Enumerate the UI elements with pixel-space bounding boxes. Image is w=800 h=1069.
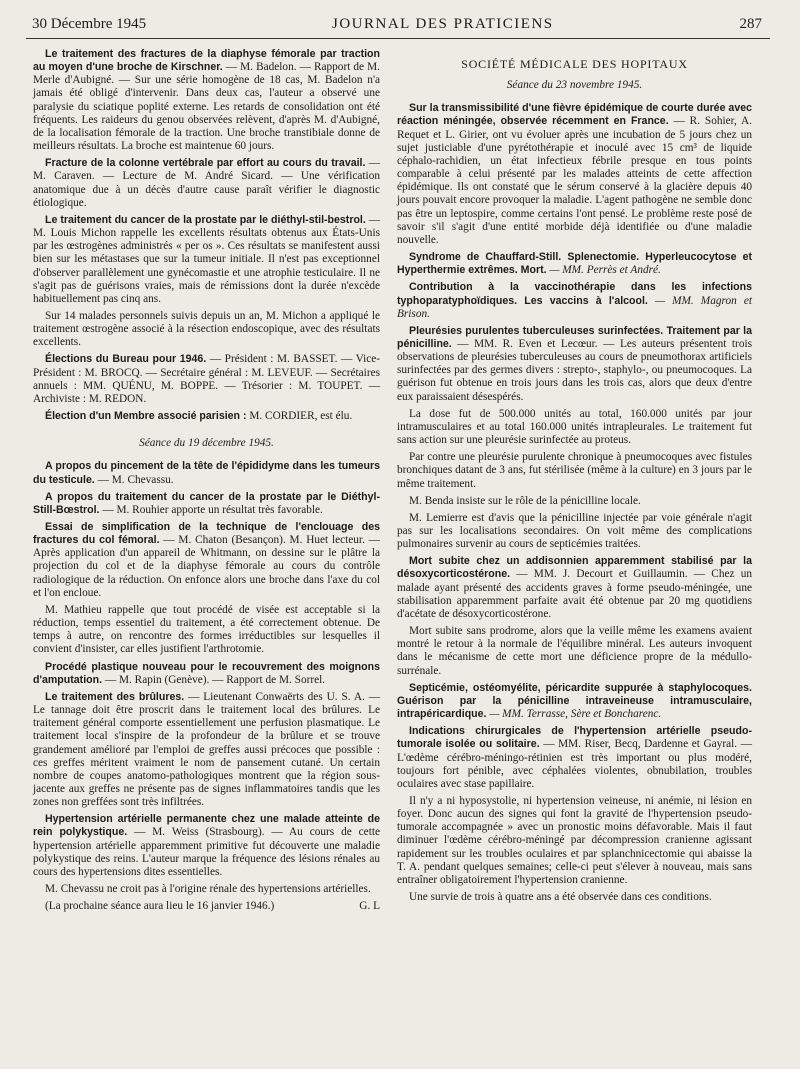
report-vaccinotherapie: Contribution à la vaccinothérapie dans les infections typhoparatyphoïdiques. Les vaccins à l'alcool. — MM. Magron et Brison. [397, 281, 752, 320]
report-burns: Le traitement des brûlures. — Lieutenant Conwaërts des U. S. A. — Le tannage doit être proscrit dans le traitement local des brûlures. Le traitement général comporte essentiellement une perfusion plasmatique. Le traitement local s'inspire de la profondeur de la brûlure et se trouve grandement amélioré par l'emploi de greffes aussi précoces que possible : ces greffes méritent vraiment le nom de pansement cutané. Un certain nombre de coupes anatomo-pathologiques montrent que la région sous-jacente aux greffes ne présente pas de signes inflammatoires tandis que les zones non greffées sont très infiltrées. [33, 690, 380, 809]
next-session-note: (La prochaine séance aura lieu le 16 janvier 1946.) G. L [45, 900, 380, 913]
report-epididyme: A propos du pincement de la tête de l'épididyme dans les tumeurs du testicule. — M. Chevassu. [33, 460, 380, 486]
report-hypertension-pseudotumorale: Indications chirurgicales de l'hypertension artérielle pseudo-tumorale isolée ou solitaire. — MM. Riser, Becq, Dardenne et Gayral. — L'œdème cérébro-méningo-rétinien est très important ou plus modéré, toujours fort pénible, avec céphalées violentes, obnubilation, troubles oculaires avec stase papillaire. [397, 725, 752, 790]
paragraph: Mort subite sans prodrome, alors que la veille même les examens avaient montré le retour à la normale de l'équilibre minéral. Les auteurs invoquent dans le mécanisme de cette mort une déficience propre de la médullo-surrénale. [397, 625, 752, 677]
report-septicemie: Septicémie, ostéomyélite, péricardite suppurée à staphylocoques. Guérison par la pénicilline intraveineuse intramusculaire, intrapéricardique. — MM. Terrasse, Sère et Boncharenc. [397, 681, 752, 721]
paragraph: Par contre une pleurésie purulente chronique à pneumocoques avec fistules bronchiques datant de 3 ans, fut stérilisée (même à la culture) en 3 jours par le même traitement. [397, 451, 752, 490]
issue-date: 30 Décembre 1945 [32, 15, 147, 32]
paragraph: La dose fut de 500.000 unités au total, 160.000 unités par jour intramusculaires et au total 160.000 unités intrapleurales. Le traitement fut sans action sur une pleurésie surinfectée au proteus. [397, 407, 752, 447]
report-diethyl: A propos du traitement du cancer de la prostate par le Diéthyl-Still-Bœstrol. — M. Rouhier apporte un résultat très favorable. [33, 490, 380, 516]
page-header [32, 12, 762, 36]
report-amputation: Procédé plastique nouveau pour le recouvrement des moignons d'amputation. — M. Rapin (Genève). — Rapport de M. Sorrel. [33, 660, 380, 686]
header-rule [26, 38, 770, 39]
paragraph: M. Chevassu ne croit pas à l'origine rénale des hypertensions artérielles. [45, 883, 371, 896]
report-pleuresies: Pleurésies purulentes tuberculeuses surinfectées. Traitement par la pénicilline. — MM. R. Even et Lecœur. — Les auteurs présentent trois observations de pleurésies tuberculeuses au cours de pneumothorax artificiels surinfectées par des germes divers : strepto-, staphylo-, ou pneumocoques. La guérison fut obtenue en trois jours dans les trois cas, alors que deux d'entre eux paraissaient désespérés. [397, 324, 752, 403]
right-column [397, 48, 752, 908]
paragraph: Une survie de trois à quatre ans a été observée dans ces conditions. [409, 891, 712, 904]
report-enclouage: Essai de simplification de la technique de l'enclouage des fractures du col fémoral. — M. Chaton (Besançon). M. Huet lecteur. — Après application d'un appareil de Whitmann, on dessine sur le plâtre la projection du col et de la diaphyse fémorale au cours du contrôle radiologique de la réduction. On enfonce alors une broche dans l'axe du col et l'on encloue. [33, 521, 380, 599]
paragraph: M. Lemierre est d'avis que la pénicilline injectée par voie générale n'agit pas sur les localisations secondaires. On voit même des complications pulmonaires survenir au cours de septicémies traitées. [397, 511, 752, 551]
signature: G. L [359, 900, 380, 913]
society-heading: SOCIÉTÉ MÉDICALE DES HOPITAUX [461, 57, 688, 71]
report-chauffard-still: Syndrome de Chauffard-Still. Splenectomie. Hyperleucocytose et Hyperthermie extrêmes. Mort. — MM. Perrès et André. [397, 251, 752, 277]
seance-date: Séance du 23 novembre 1945. [506, 79, 643, 92]
report-fievre: Sur la transmissibilité d'une fièvre épidémique de courte durée avec réaction méningée, observée récemment en France. — R. Sohier, A. Requet et L. Girier, ont vu évoluer après une incubation de 5 jours chez un sujet justiciable d'une pyrétothérapie et inoculé avec 15 cm³ de liquide céphalo-rachidien, un état infectieux fébrile presque en tous points comparable à celui présenté par les malades atteints de cette affection épidémique. Ils ont constaté que le sérum conservé à la glacière depuis 40 jours pouvait encore provoquer la maladie. L'agent pathogène ne semble donc pas être un leptospire, comme certains l'ont pensé. Le problème reste posé de savoir s'il s'agit d'une entité morbide déjà identifiée ou d'une maladie nouvelle. [397, 102, 752, 246]
report-fracture-femur: Le traitement des fractures de la diaphyse fémorale par traction au moyen d'une broche de Kirschner. — M. Badelon. — Rapport de M. Merle d'Aubigné. — Sur une série homogène de 18 cas, M. Badelon n'a jamais été obligé d'intervenir. Dans deux cas, l'auteur a observé une paralysie du sciatique poplité externe. Les retards de consolidation ont été fréquents. Les raideurs du genou observées relèvent, d'après M. d'Aubigné, de la localisation fémorale de la traction. Une broche transtibiale donne de meilleurs résultats. La broche est maintenue 60 jours. [33, 48, 380, 153]
report-hypertension-kidney: Hypertension artérielle permanente chez une malade atteinte de rein polykystique. — M. Weiss (Strasbourg). — Au cours de cette hypertension artérielle apparemment primitive fut découverte une maladie polykystique des reins. L'auteur marque la fréquence des lésions rénales au cours des hypertensions dites essentielles. [33, 813, 380, 878]
report-addisonien: Mort subite chez un addisonnien apparemment stabilisé par la désoxycorticostérone. — MM. J. Decourt et Guillaumin. — Chez un malade ayant présenté des accidents graves à forme pseudo-méningée, une stabilisation apparemment parfaite avait été obtenue par 20 mg quotidiens d'acétate de désoxycorticostérone. [397, 555, 752, 620]
paragraph: Il n'y a ni hyposystolie, ni hypertension veineuse, ni anémie, ni lésion en foyer. Donc aucun des signes qui font la gravité de l'hypertension pseudo-tumorale accompagnée » avec un pronostic moins défavorable. Mais il faut diminuer l'œdème cérébro-méningé par décompression cranienne agissant rapidement sur les troubles oculaires et par splanchnicectomie qui abaisse la T. A. pendant quelques semaines; celle-ci peut s'élever à nouveau, mais sans entraîner obligatoirement l'hypertension cranienne. [397, 794, 752, 886]
paragraph: M. Benda insiste sur le rôle de la pénicilline locale. [409, 494, 641, 507]
paragraph: M. Mathieu rappelle que tout procédé de visée est acceptable si la réduction, temps essentiel du traitement, a été correctement obtenue. De temps à autre, on rencontre des formes irréductibles sur lesquelles il convient d'insister, car elles justifient l'arthrotomie. [33, 603, 380, 656]
page-number: 287 [739, 15, 762, 32]
journal-title: JOURNAL DES PRATICIENS [332, 15, 554, 32]
report-elections: Élections du Bureau pour 1946. — Président : M. BASSET. — Vice-Président : M. BROCQ. — Secrétaire général : M. LEVEUF. — Secrétaires annuels : MM. QUÉNU, M. BOPPE. — Trésorier : M. TOUPET. — Archiviste : M. REDON. [33, 353, 381, 405]
paragraph: Sur 14 malades personnels suivis depuis un an, M. Michon a appliqué le traitement œstrogène associé à la résection endoscopique, avec des résultats excellents. [33, 309, 380, 349]
seance-date: Séance du 19 décembre 1945. [139, 437, 274, 450]
left-column [33, 48, 380, 917]
report-prostate-cancer: Le traitement du cancer de la prostate par le diéthyl-stil-bestrol. — M. Louis Michon rappelle les excellents résultats obtenus aux États-Unis par les œstrogènes administrés « per os ». Ces résultats se manifestent aussi bien sur les métastases que sur la tumeur initiale. Il n'est pas exceptionnel d'observer parallèlement une gynécomastie et une atrophie testiculaire. Il ne s'agit pas de guérisons vraies, mais de rémissions dont la durée n'excède habituellement pas cinq ans. [33, 213, 380, 305]
report-vertebral-fracture: Fracture de la colonne vertébrale par effort au cours du travail. — M. Caraven. — Lecture de M. André Sicard. — Une vérification anatomique due à un décès d'autre cause paraît vérifier le diagnostic étiologique. [33, 157, 380, 209]
report-member-election: Élection d'un Membre associé parisien : M. CORDIER, est élu. [45, 410, 353, 423]
